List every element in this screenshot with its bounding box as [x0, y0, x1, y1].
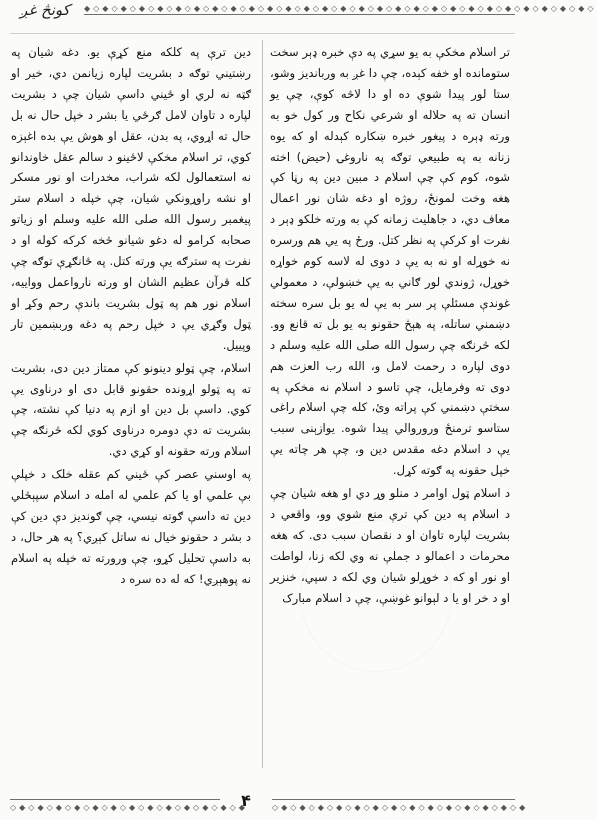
footer-rule	[10, 799, 220, 800]
paragraph: اسلام، چې ټولو دينونو کې ممتاز دين دى، بشريت ته په ټولو اړونده حقونو قابل دى او درناوى يې کوي. داسې بل دين او ازم په دنيا کې نشته، چې بشريت ته دې دومره درناوى کوي لکه څرنګه چې اسلام ورته حقونه او کړي دي.	[11, 360, 251, 459]
left-column	[11, 42, 251, 772]
paragraph: په اوسني عصر کې ځيني کم عقله خلک د خپلې بې علمي او يا کم علمي له امله د اسلام سپېڅلي دين ته داسې ګوته نيسي، چې ګونديز دې دين کې د بشر د حقونو خيال نه ساتل کېږي؟ په هر حال، د به داسې تحليل کړو، چې ورورته ته خپله په اسلام نه پوهېږي! که له ده سره د	[11, 467, 251, 586]
header-title: کونڅ غږ	[20, 1, 70, 19]
header-ornament: ◆◇◆◇◆◇◆◇◆◇◆◇◆◇◆◇◆◇◆◇◆◇◆◇◆◇◆◇◆◇◆◇◆◇◆◇◆◇◆◇◆◇◆◇◆◇◆◇◆◇◆◇◆◇◆◇	[84, 4, 597, 13]
footer-rule	[272, 799, 515, 800]
header-rule	[84, 14, 515, 15]
footer-ornament: ◇◆◇◆◇◆◇◆◇◆◇◆◇◆◇◆◇◆◇◆◇◆◇◆◇◆	[10, 803, 248, 812]
paragraph: تر اسلام مخکې به يو سړي په دې خبره ډېر سخت ستومانده او خفه کېده، چې دا غږ به وربانديز وشو، ستا لور پيدا شوې ده او دا لاڅه کوې، چې يو انسان ته په حلاله او شرعي نکاح ور کول خو به ورته ډېره د پيغور خبره ښکاره کېدله او که يوه زنانه به په طبيعي توګه په ناروغۍ (حيض) اخته شوه، کوم کې چې اسلام د مبين دين په رڼا کې هغه وخت لمونځ، روژه او دغه شان نور اعمال معاف دي، د جاهليت زمانه کې به ورته خلکو ډېر د نفرت او کرکې په نظر کتل. ورځ په يي هم ورسره نه خوړله او نه به يې د دوى له لاسه کوم خواړه خوړل، ژوندي لور ګاني به يې خښولې، د معمولي غوندې مسئلې پر سر به يې له يو بل سره سخته دښمني ساتله، په هېڅ حقونو به يو بل ته قانع وو. لکه څرنګه چې رسول الله صلى الله عليه وسلم د دوى لپاره د رحمت لامل و، الله رب العزت هم دوى ته وفرمايل، چې تاسو د اسلام نه مخکې په سختې دښمني کې پراته وئ، کله چې اسلام راغى ستاسو ترمنځ وروروالي پيدا شوه. يوازېنى سبب يې د اسلام دغه مقدس دين و، چې هر چاته يې خپل حقونه په ګوته کړل.	[270, 45, 510, 478]
page-number: ۴	[241, 791, 251, 810]
paragraph: دين ترې په کلکه منع کړې يو. دغه شيان په رښتيني توګه د بشريت لپاره زيانمن دي، خير او ګټه نه لري او ځيني داسې شيان چې د بشريت لپاره د تاوان لامل ګرځي يا بشر د خپل حال نه بل حال ته اړوي، په بدن، عقل او هوش يې بده اغېزه کوي، تر اسلام مخکې لاځينو د سالم عقل خاوندانو نه استعمالول لکه شراب، مخدرات او نور مسکر او نشه راوړونکي شيان، چې خپله د اسلام ستر پيغمبر رسول الله صلى الله عليه وسلم او زياتو صحابه کرامو له دغو شيانو څخه کرکه کوله او د نفرت په سترګه يې ورته کتل. په ځانګړې توګه چې کله قرآن عظيم الشان او ورته نارواعمل وواييه، اسلام نور هم په ټول بشريت باندې رحم وکړ او ټول وګړي يې د خپل رحم په دغه وربښمين تار وپييل.	[11, 45, 251, 352]
column-divider	[262, 40, 263, 768]
header-bottom-rule	[10, 33, 515, 34]
footer-ornament: ◇◆◇◆◇◆◇◆◇◆◇◆◇◆◇◆◇◆◇◆◇◆◇◆◇◆◇◆	[272, 803, 529, 812]
right-column	[270, 42, 510, 772]
paragraph: د اسلام ټول اوامر د منلو وړ دي او هغه شيان چې د اسلام په دين کې ترې منع شوي وو، واقعي د بشريت لپاره تاوان او د نقصان سبب دى. که هغه محرمات د اعمالو د جملې نه وي لکه زنا، لواطت او نور او که د خوړلو شيان وي لکه د سپي، خنزير او د خر او يا د لېوانو غوښې، چې د اسلام مبارک	[270, 486, 510, 605]
